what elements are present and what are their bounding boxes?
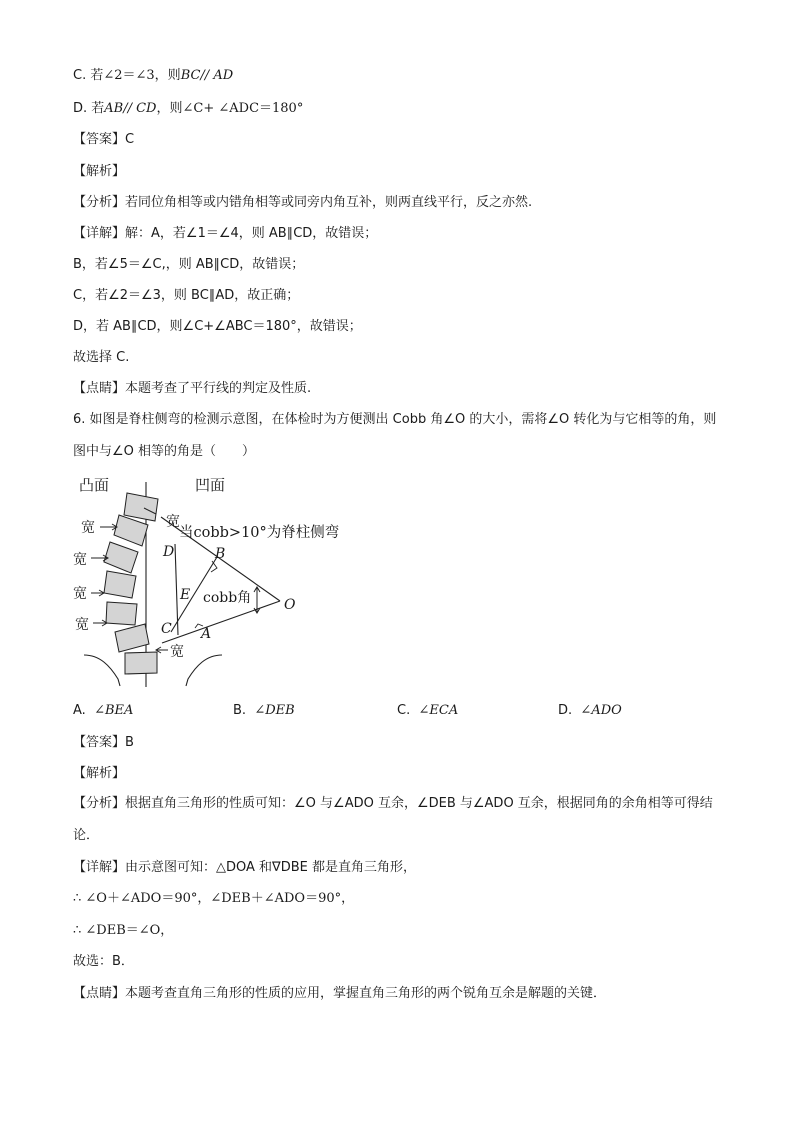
choose-6: 故选：B． xyxy=(73,954,134,969)
option-text: ∠DEB xyxy=(254,703,295,718)
vertebra xyxy=(114,515,148,546)
dianjing-tag: 【点睛】 xyxy=(73,381,126,396)
option-d-prefix: D. 若 xyxy=(73,101,105,116)
question-text: 如图是脊柱侧弯的检测示意图，在体检时为方便测出 Cobb 角∠O 的大小，需将∠O 转化为与它相等的角，则图中与∠O 相等的角是（ ） xyxy=(73,412,717,459)
xiangjie-5-line-4: D，若 AB∥CD，则∠C+∠ABC＝180°，故错误； xyxy=(73,319,362,334)
step-2: ∴ ∠DEB＝∠O， xyxy=(73,923,174,938)
point-d-label: D xyxy=(163,544,175,560)
choose-5: 故选择 C. xyxy=(73,350,130,365)
dianjing-text: 本题考查直角三角形的性质的应用，掌握直角三角形的两个锐角互余是解题的关键． xyxy=(125,986,607,1001)
xiangjie-text: 解：A，若∠1＝∠4，则 AB∥CD，故错误； xyxy=(125,226,378,241)
option-text: ∠ADO xyxy=(580,703,622,718)
answer-tag: 【答案】 xyxy=(73,735,126,750)
option-c-then: ，则 xyxy=(154,68,181,83)
vertebra xyxy=(104,571,136,598)
vertebra xyxy=(115,624,149,652)
option-d-result: ∠C+ ∠ADC＝180° xyxy=(182,101,304,116)
cobb-caption: 当cobb>10°为脊柱侧弯 xyxy=(179,525,340,541)
vertebra xyxy=(106,602,137,625)
option-label: B. xyxy=(233,703,247,718)
option-text: ∠ECA xyxy=(418,703,459,718)
option-d-condition: AB// CD xyxy=(104,101,157,116)
option-d xyxy=(558,703,622,718)
option-c-result: BC// AD xyxy=(180,68,234,83)
fenxi-tag: 【分析】 xyxy=(73,195,126,210)
option-c xyxy=(397,703,458,718)
xiangjie-5-line-2: B，若∠5＝∠C,，则 AB∥CD，故错误； xyxy=(73,257,305,272)
fenxi-text: 若同位角相等或内错角相等或同旁内角互补，则两直线平行，反之亦然. xyxy=(125,195,533,210)
dianjing-6 xyxy=(73,985,606,1003)
answer-5 xyxy=(73,131,134,149)
xiangjie-5-line-1 xyxy=(73,225,377,243)
dianjing-tag: 【点睛】 xyxy=(73,986,126,1001)
option-label: A. xyxy=(73,703,86,718)
option-d-then: ，则 xyxy=(156,101,183,116)
dianjing-5 xyxy=(73,380,311,398)
fenxi-6 xyxy=(73,788,725,852)
cobb-angle-label: cobb角 xyxy=(203,590,252,606)
width-label: 宽 xyxy=(75,617,89,633)
question-6-stem xyxy=(73,404,725,468)
width-label: 宽 xyxy=(170,644,184,660)
fenxi-text: 根据直角三角形的性质可知：∠O 与∠ADO 互余，∠DEB 与∠ADO 互余，根据同角的余角相等可得结论． xyxy=(73,796,713,843)
fenxi-5 xyxy=(73,194,532,212)
line-ca-o xyxy=(162,601,280,643)
step-1: ∴ ∠O＋∠ADO＝90°，∠DEB＋∠ADO＝90°， xyxy=(73,891,355,906)
vertebra xyxy=(104,542,138,573)
option-label: C. xyxy=(397,703,411,718)
point-e-label: E xyxy=(180,587,191,603)
xiangjie-text: 由示意图可知：△DOA 和∇DBE 都是直角三角形， xyxy=(125,860,417,875)
fenxi-tag: 【分析】 xyxy=(73,796,126,811)
answer-value: B xyxy=(125,735,134,750)
vertebra xyxy=(124,493,158,521)
xiangjie-tag: 【详解】 xyxy=(73,860,126,875)
point-a-label: A xyxy=(201,626,212,642)
vertebra xyxy=(125,652,157,674)
answer-6 xyxy=(73,734,134,752)
convex-label: 凸面 xyxy=(79,476,110,494)
width-label: 宽 xyxy=(166,514,180,530)
xiangjie-tag: 【详解】 xyxy=(73,226,126,241)
width-label: 宽 xyxy=(73,552,87,568)
xiangjie-6 xyxy=(73,859,416,877)
xiangjie-5-line-3: C，若∠2＝∠3，则 BC∥AD，故正确； xyxy=(73,288,300,303)
option-c-condition: ∠2＝∠3 xyxy=(103,68,155,83)
point-b-label: B xyxy=(215,546,226,562)
option-a xyxy=(73,703,133,718)
option-text: ∠BEA xyxy=(94,703,134,718)
width-label: 宽 xyxy=(73,586,87,602)
concave-label: 凹面 xyxy=(195,476,226,494)
option-c-prefix: C. 若 xyxy=(73,68,104,83)
point-c-label: C xyxy=(161,621,172,637)
option-d-line xyxy=(73,100,303,118)
option-b xyxy=(233,703,295,718)
analysis-heading-5: 【解析】 xyxy=(73,164,126,179)
analysis-heading-6: 【解析】 xyxy=(73,766,126,781)
option-label: D. xyxy=(558,703,573,718)
spine-cobb-diagram xyxy=(70,472,340,690)
answer-tag: 【答案】 xyxy=(73,132,126,147)
point-o-label: O xyxy=(284,597,296,613)
vertebrae xyxy=(104,493,158,674)
dianjing-text: 本题考查了平行线的判定及性质. xyxy=(125,381,312,396)
option-c-line xyxy=(73,67,233,85)
question-number: 6. xyxy=(73,412,86,427)
width-label: 宽 xyxy=(81,520,95,536)
answer-value: C xyxy=(125,132,135,147)
